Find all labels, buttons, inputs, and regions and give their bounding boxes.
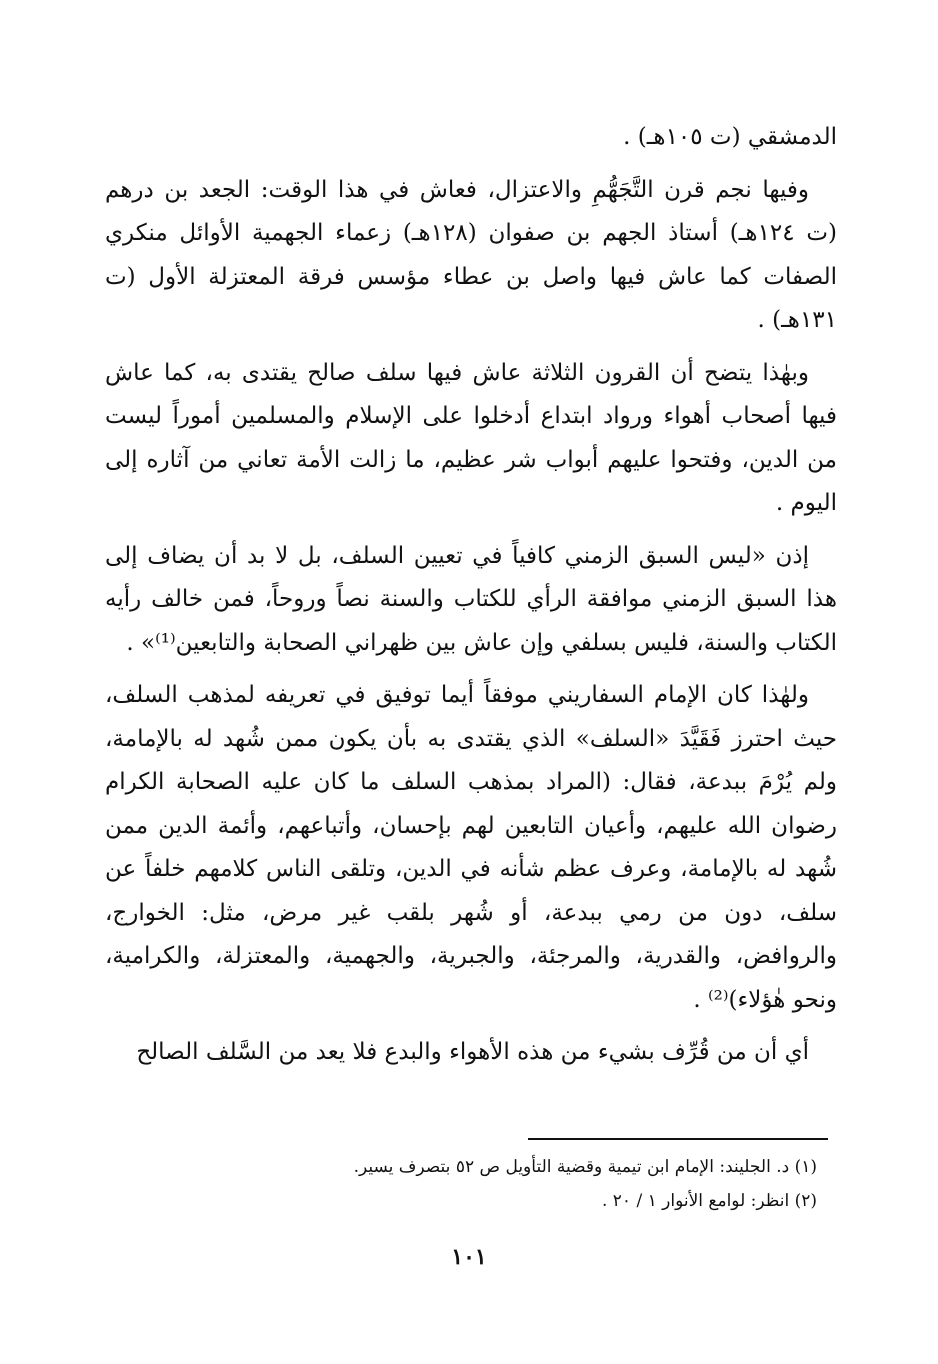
page-number: ١٠١ (451, 1244, 487, 1270)
paragraph-saffarini-definition: ولهٰذا كان الإمام السفاريني موفقاً أيما توفيق في تعريفه لمذهب السلف، حيث احترز فَقَيَّدَ «السلف» الذي يقتدى به بأن يكون ممن شُهد له بالإمامة، ولم يُرْمَ ببدعة، فقال: (المراد بمذهب السلف ما كان عليه الصحابة الكرام رضوان الله عليهم، وأعيان التابعين لهم بإحسان، وأتباعهم، وأئمة الدين ممن شُهد له بالإمامة، وعرف عظم شأنه في الدين، وتلقى الناس كلامهم خلفاً عن سلف، دون من رمي ببدعة، أو شُهر بلقب غير مرض، مثل: الخوارج، والروافض، والقدرية، والمرجئة، والجبرية، والجهمية، والمعتزلة، والكرامية، ونحو هٰؤلاء)⁽²⁾ . (105, 682, 837, 1013)
footnotes (105, 1150, 817, 1218)
paragraph-time-precedence: إذن «ليس السبق الزمني كافياً في تعيين السلف، بل لا بد أن يضاف إلى هذا السبق الزمني موافقة الرأي للكتاب والسنة نصاً وروحاً، فمن خالف رأيه الكتاب والسنة، فليس بسلفي وإن عاش بين ظهراني الصحابة والتابعين⁽¹⁾» . (105, 542, 837, 656)
paragraph-continuation: الدمشقي (ت ١٠٥هـ) . (623, 124, 837, 150)
paragraph-three-centuries: وبهٰذا يتضح أن القرون الثلاثة عاش فيها سلف صالح يقتدى به، كما عاش فيها أصحاب أهواء ورواد ابتداع أدخلوا على الإسلام والمسلمين أموراً ليست من الدين، وفتحوا عليهم أبواب شر عظيم، ما زالت الأمة تعاني من آثاره إلى اليوم . (105, 359, 837, 516)
footnote-separator (528, 1138, 828, 1140)
footnote-2: (٢) انظر: لوامع الأنوار ١ / ٢٠ . (601, 1191, 817, 1211)
paragraph-conclusion: أي أن من قُرِّف بشيء من هذه الأهواء والبدع فلا يعد من السَّلف الصالح (136, 1039, 809, 1065)
footnote-1: (١) د. الجليند: الإمام ابن تيمية وقضية التأويل ص ٥٢ بتصرف يسير. (353, 1157, 817, 1177)
main-text (105, 116, 837, 1084)
paragraph-tajahhum: وفيها نجم قرن التَّجَهُّمِ والاعتزال، فعاش في هذا الوقت: الجعد بن درهم (ت ١٢٤هـ) أستاذ الجهم بن صفوان (١٢٨هـ) زعماء الجهمية الأوائل منكري الصفات كما عاش فيها واصل بن عطاء مؤسس فرقة المعتزلة الأول (ت ١٣١هـ) . (105, 176, 837, 333)
